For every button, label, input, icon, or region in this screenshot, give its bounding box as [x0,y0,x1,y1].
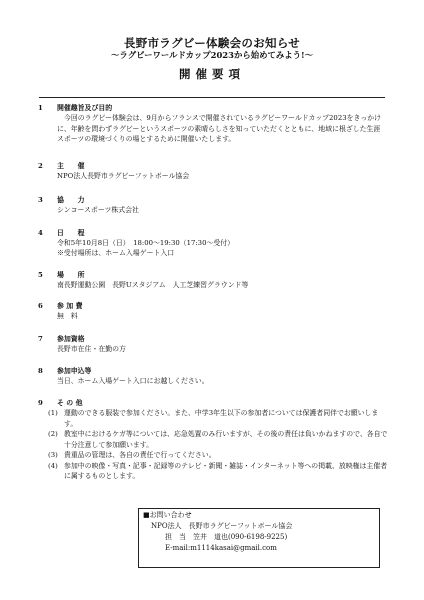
section-number: 1 [38,104,43,112]
section-body: NPO法人長野市ラグビーフットボール協会 [57,172,190,180]
contact-organization: NPO法人 長野市ラグビーフットボール協会 [151,522,293,530]
section-number: 6 [38,302,43,310]
section-number: 2 [38,162,43,170]
divider [39,97,385,98]
section-heading: 開催要項 [179,67,245,81]
page-subtitle: ～ラグビーワールドカップ2023から始めてみよう!～ [110,50,314,60]
list-item [48,408,388,429]
section-heading: そ の 他 [57,399,83,407]
section-number: 3 [38,196,43,204]
list-item-text: 参加中の映像・写真・記事・記録等のテレビ・新聞・雑誌・インターネット等への掲載、放映権は主催者に属するものとします。 [64,461,388,480]
contact-title: ■お問い合わせ [143,511,192,519]
section-body: シンコースポーツ株式会社 [57,206,139,214]
section-body: 無 料 [57,312,78,320]
list-item-label: (1) [48,409,58,417]
section-number: 9 [38,399,43,407]
list-item-text: 教室中におけるケガ等については、応急処置のみ行いますが、その後の責任は負いかねますので、各自で十分注意して参加願います。 [64,430,388,449]
page-title: 長野市ラグビー体験会のお知らせ [123,36,301,50]
section-number: 8 [38,367,43,375]
section-number: 7 [38,335,43,343]
section-body: 今回のラグビー体験会は、9月からフランスで開催されているラグビーワールドカップ2023をきっかけに、年齢を問わずラグビーというスポーツの素晴らしさを知っていただくとともに、地域に根ざした生涯スポーツの環境づくりの場とするために開催いたします。 [57,114,382,143]
other-list [48,408,388,482]
section-heading: 開催趣旨及び目的 [57,104,113,112]
list-item [48,450,388,461]
list-item-label: (2) [48,430,58,438]
list-item-label: (3) [48,451,58,459]
section-heading: 参加資格 [57,335,85,343]
contact-box [138,508,380,568]
section-number: 5 [38,271,43,279]
section-body: 南長野運動公園 長野Uスタジアム 人工芝練習グラウンド等 [57,281,249,289]
list-item-text: 貴重品の管理は、各自の責任で行ってください。 [64,451,216,459]
contact-person: 担 当 笠井 道也(090-6198-9225) [165,533,288,541]
section-note: ※受付場所は、ホーム入場ゲート入口 [57,249,175,257]
section-heading: 場 所 [57,271,85,279]
section-heading: 参 加 費 [57,302,83,310]
list-item-text: 運動のできる服装で参加ください。また、中学3年生以下の参加者については保護者同伴でお願いします。 [64,409,379,428]
section-heading: 日 程 [57,229,85,237]
list-item [48,461,388,482]
section-body: 令和5年10月8日（日） 18:00～19:30（17:30～受付） [57,239,235,247]
section-heading: 参加申込等 [57,367,92,375]
section-heading: 協 力 [57,196,85,204]
list-item-label: (4) [48,461,58,470]
section-number: 4 [38,229,43,237]
section-body: 長野市在住・在勤の方 [57,345,126,353]
contact-email[interactable]: E-mail:m1114kasai@gmail.com [165,544,277,552]
section-body: 当日、ホーム入場ゲート入口にお越しください。 [57,377,209,385]
list-item [48,429,388,450]
section-heading: 主 催 [57,162,85,170]
